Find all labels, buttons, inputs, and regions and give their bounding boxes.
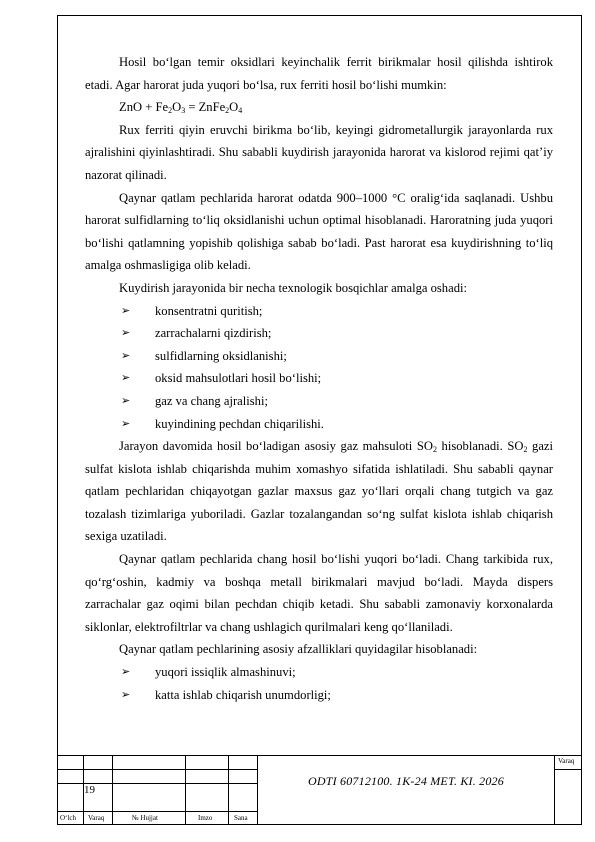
- list-item: ➢ yuqori issiqlik almashinuvi;: [85, 661, 553, 684]
- varaq-label: Varaq: [558, 757, 575, 765]
- list-item: ➢ konsentratni quritish;: [85, 300, 553, 323]
- col-hujjat: № Hujjat: [132, 814, 158, 822]
- paragraph: Rux ferriti qiyin eruvchi birikma bo‘lib, keyingi gidrometallurgik jarayonlarda rux ajralishini qiyinlashtiradi. Shu sababli kuydirish jarayonida harorat va kislorod rejimi qat’iy nazorat qilinadi.: [85, 122, 553, 182]
- arrow-bullet-icon: ➢: [121, 371, 131, 385]
- arrow-bullet-icon: ➢: [121, 665, 131, 679]
- chemical-formula: ZnO + $Fe_2O_3$ = $ZnFe_2O_4$: [119, 100, 243, 116]
- arrow-bullet-icon: ➢: [121, 303, 131, 317]
- arrow-bullet-icon: ➢: [121, 393, 131, 407]
- list-item: ➢ sulfidlarning oksidlanishi;: [85, 345, 553, 368]
- title-block: [57, 755, 582, 825]
- list-item: ➢ katta ishlab chiqarish unumdorligi;: [85, 684, 553, 707]
- paragraph: Kuydirish jarayonida bir necha texnologik bosqichlar amalga oshadi:: [119, 280, 467, 295]
- paragraph: Jarayon davomida hosil bo‘ladigan asosiy gaz mahsuloti $SO_2$ hisoblanadi. $SO_2$ gazi sulfat kislota ishlab chiqarishda muhim xomashyo sifatida ishlatiladi. Shu sababli qaynar qatlam pechlaridan chiqayotgan gazlar maxsus gaz yo‘llari orqali chang tutgich va gaz tozalash tizimlariga yuboriladi. Gazlar tozalangandan so‘ng sulfat kislota ishlab chiqarish sexiga uzatiladi.: [85, 439, 553, 544]
- page-number: 19: [84, 784, 95, 796]
- document-code: ODTI 60712100. 1K-24 MET. KI. 2026: [308, 774, 504, 788]
- paragraph: Qaynar qatlam pechlarida chang hosil bo‘lishi yuqori bo‘ladi. Chang tarkibida rux, qo‘rg‘oshin, kadmiy va boshqa metall birikmalari mavjud bo‘ladi. Mayda dispers zarrachalar gaz oqimi bilan pechdan chiqib ketadi. Shu sababli zamonaviy korxonalarda siklonlar, elektrofiltrlar va chang ushlagich qurilmalari keng qo‘llaniladi.: [85, 552, 553, 634]
- col-imzo: Imzo: [198, 814, 213, 822]
- arrow-bullet-icon: ➢: [121, 416, 131, 430]
- paragraph: Qaynar qatlam pechlarining asosiy afzalliklari quyidagilar hisoblanadi:: [119, 642, 478, 657]
- list-item: ➢ oksid mahsulotlari hosil bo‘lishi;: [85, 367, 553, 390]
- list-item: ➢ gaz va chang ajralishi;: [85, 390, 553, 413]
- arrow-bullet-icon: ➢: [121, 687, 131, 701]
- col-olch: O‘lch: [60, 814, 76, 822]
- paragraph: Hosil bo‘lgan temir oksidlari keyinchalik ferrit birikmalar hosil qilishda ishtirok etadi. Agar harorat juda yuqori bo‘lsa, rux ferriti hosil bo‘lishi mumkin:: [85, 55, 553, 92]
- col-varaq: Varaq: [88, 814, 105, 822]
- document-body: [85, 51, 553, 706]
- list-item: ➢ zarrachalarni qizdirish;: [85, 322, 553, 345]
- paragraph: Qaynar qatlam pechlarida harorat odatda 900–1000 °C oralig‘ida saqlanadi. Ushbu harorat sulfidlarning to‘liq oksidlanishi uchun optimal hisoblanadi. Haroratning juda yuqori bo‘lishi qatlamning yopishib qolishiga sabab bo‘ladi. Past harorat esa kuydirishning to‘liq amalga oshmasligiga olib keladi.: [85, 190, 553, 273]
- arrow-bullet-icon: ➢: [121, 348, 131, 362]
- list-item: ➢ kuyindining pechdan chiqarilishi.: [85, 413, 553, 436]
- arrow-bullet-icon: ➢: [121, 326, 131, 340]
- col-sana: Sana: [234, 814, 248, 822]
